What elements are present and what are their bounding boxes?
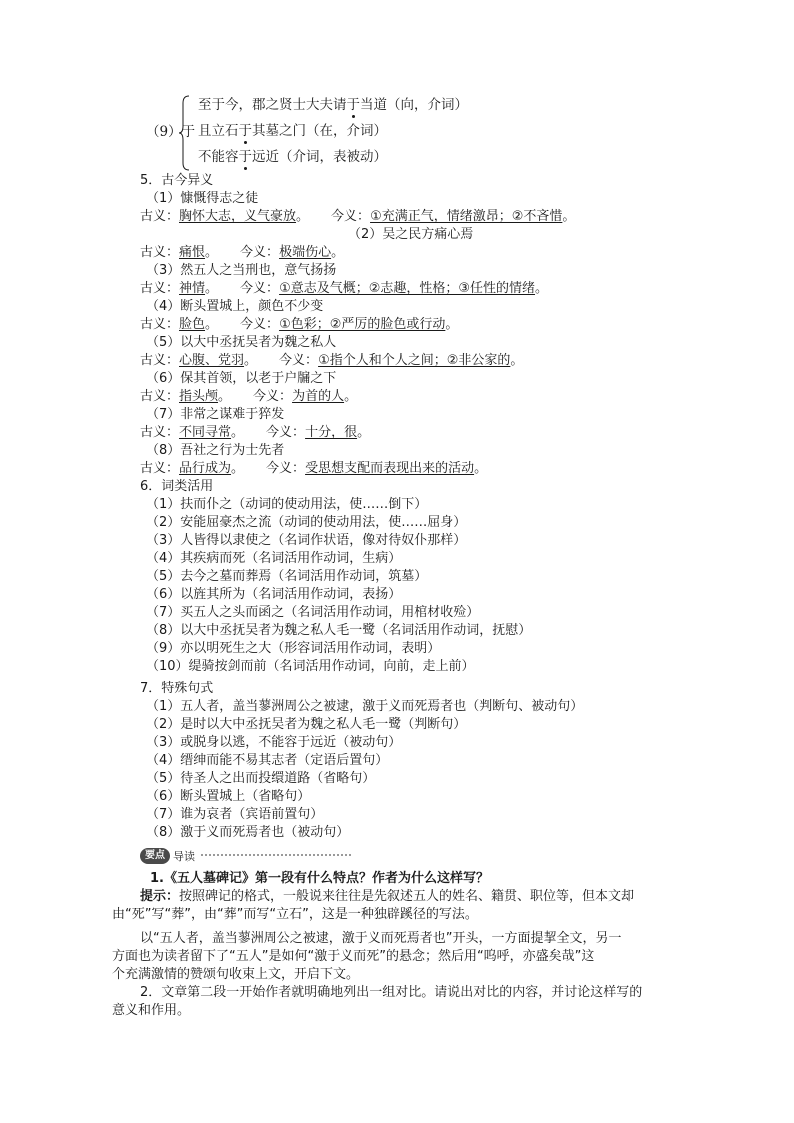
s5-item-7-meaning: 古义：不同寻常。 今义：十分，很。 [140,425,371,440]
list-item: （4）其疾病而死（名词活用作动词，生病） [146,551,402,566]
s5-item-8-head: （8）吾社之行为士先者 [146,443,285,458]
q1-hint-line-1: 提示：按照碑记的格式，一般说来往往是先叙述五人的姓名、籍贯、职位等，但本文却 [140,889,635,904]
question-2-line-2: 意义和作用。 [112,1003,191,1018]
s5-item-2-meaning: 古义：痛恨。 今义：极端伤心。 [140,245,345,260]
list-item: （1）五人者，盖当蓼洲周公之被逮，激于义而死焉者也（判断句、被动句） [146,699,584,714]
yu-label: （9）于 [146,124,196,140]
q1-para-2-line-3: 个充满激情的赞颂句收束上文，开启下文。 [112,967,360,982]
list-item: （5）待圣人之出而投缳道路（省略句） [146,771,376,786]
s5-item-2-head: （2）吴之民方痛心焉 [348,227,474,242]
list-item: （9）亦以明死生之大（形容词活用作动词，表明） [146,641,441,656]
section-6-title: 6．词类活用 [140,479,214,494]
list-item: （2）安能屈豪杰之流（动词的使动用法，使……屈身） [146,515,467,530]
list-item: （1）扶而仆之（动词的使动用法，使……倒下） [146,497,428,512]
list-item: （10）缇骑按剑而前（名词活用作动词，向前，走上前） [146,659,475,674]
s5-item-4-head: （4）断头置城上，颜色不少变 [146,299,324,314]
s5-item-1-meaning: 古义：胸怀大志，义气豪放。 今义：①充满正气，情绪激昂；②不吝惜。 [140,209,576,224]
q1-hint-line-2: 由“死”写“葬”，由“葬”而写“立石”，这是一种独辟蹊径的写法。 [112,907,478,922]
list-item: （5）去今之墓而葬焉（名词活用作动词，筑墓） [146,569,428,584]
s5-item-4-meaning: 古义：脸色。 今义：①色彩；②严厉的脸色或行动。 [140,317,459,332]
dotted-divider [201,854,351,862]
s5-item-3-meaning: 古义：神情。 今义：①意志及气概；②志趣，性格；③任性的情绪。 [140,281,549,296]
list-item: （2）是时以大中丞抚吴者为魏之私人毛一鹭（判断句） [146,717,467,732]
s5-item-7-head: （7）非常之谋难于猝发 [146,407,285,422]
brace-icon [178,95,190,171]
section-7-title: 7．特殊句式 [140,681,214,696]
section-badge [140,848,351,864]
list-item: （4）缙绅而能不易其志者（定语后置句） [146,753,389,768]
question-2-line-1: 2．文章第二段一开始作者就明确地列出一组对比。请说出对比的内容，并讨论这样写的 [140,985,643,1000]
s5-item-1-head: （1）慷慨得志之徒 [146,191,259,206]
list-item: （6）以旌其所为（名词活用作动词，表扬） [146,587,402,602]
section-5-title: 5．古今异义 [140,173,214,188]
yu-line-2: 且立石于其墓之门（在，介词） [198,123,387,139]
list-item: （8）激于义而死焉者也（被动句） [146,825,350,840]
q1-para-2-line-1: 以“五人者，盖当蓼洲周公之被逮，激于义而死焉者也”开头，一方面提挈全文，另一 [140,931,622,946]
badge-label: 导读 [173,850,195,863]
list-item: （3）或脱身以逃，不能容于远近（被动句） [146,735,402,750]
yu-line-1: 至于今，郡之贤士大夫请于当道（向，介词） [198,97,468,113]
s5-item-6-head: （6）保其首领，以老于户牖之下 [146,371,337,386]
list-item: （6）断头置城上（省略句） [146,789,311,804]
s5-item-5-head: （5）以大中丞抚吴者为魏之私人 [146,335,337,350]
key-points-icon: 要点 [140,848,170,864]
list-item: （8）以大中丞抚吴者为魏之私人毛一鹭（名词活用作动词，抚慰） [146,623,532,638]
s5-item-8-meaning: 古义：品行成为。 今义：受思想支配而表现出来的活动。 [140,461,488,476]
list-item: （7）买五人之头而函之（名词活用作动词，用棺材收殓） [146,605,480,620]
list-item: （7）谁为哀者（宾语前置句） [146,807,324,822]
s5-item-3-head: （3）然五人之当刑也，意气扬扬 [146,263,337,278]
list-item: （3）人皆得以隶使之（名词作状语，像对待奴仆那样） [146,533,467,548]
s5-item-6-meaning: 古义：指头颅。 今义：为首的人。 [140,389,358,404]
question-1: 1.《五人墓碑记》第一段有什么特点？作者为什么这样写？ [150,871,489,886]
yu-line-3: 不能容于远近（介词，表被动） [198,149,387,165]
q1-para-2-line-2: 方面也为读者留下了“五人”是如何“激于义而死”的悬念；然后用“呜呼，亦盛矣哉”这 [112,949,595,964]
s5-item-5-meaning: 古义：心腹、党羽。 今义：①指个人和个人之间；②非公家的。 [140,353,524,368]
